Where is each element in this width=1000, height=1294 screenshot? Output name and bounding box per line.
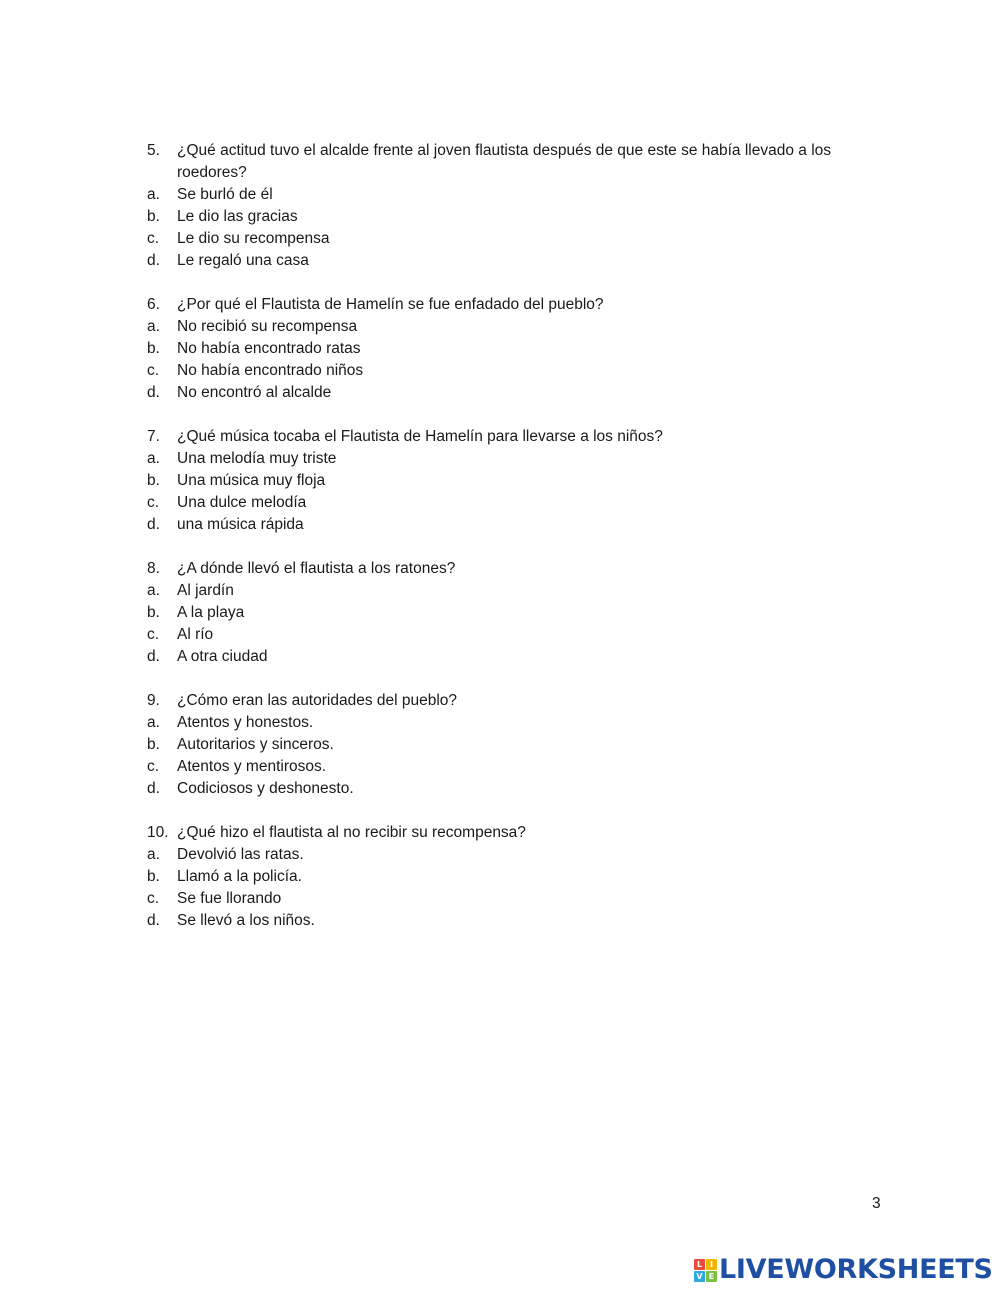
option-letter: c. <box>147 758 160 775</box>
question-row <box>147 558 887 580</box>
option-letter: d. <box>147 384 160 401</box>
option-letter: b. <box>147 340 160 357</box>
answer-option[interactable] <box>147 448 887 470</box>
option-letter: c. <box>147 362 160 379</box>
answer-option[interactable] <box>147 206 887 228</box>
question-row <box>147 690 887 712</box>
option-letter: a. <box>147 450 160 467</box>
answer-option[interactable] <box>147 712 887 734</box>
question-block <box>147 690 887 800</box>
option-text: Le dio su recompensa <box>177 230 330 247</box>
question-row <box>147 294 887 316</box>
logo-mark-icon <box>694 1259 717 1282</box>
answer-option[interactable] <box>147 756 887 778</box>
question-block <box>147 426 887 536</box>
logo-mark-letter: V <box>694 1271 705 1282</box>
answer-option[interactable] <box>147 910 887 932</box>
option-text: Devolvió las ratas. <box>177 846 304 863</box>
question-number: 7. <box>147 428 160 445</box>
option-text: Al río <box>177 626 214 643</box>
logo-mark-letter: L <box>694 1259 705 1270</box>
option-letter: c. <box>147 626 160 643</box>
option-text: No encontró al alcalde <box>177 384 332 401</box>
option-text: No recibió su recompensa <box>177 318 358 335</box>
question-text: ¿Por qué el Flautista de Hamelín se fue enfadado del pueblo? <box>177 296 604 313</box>
question-text: ¿Qué hizo el flautista al no recibir su recompensa? <box>177 824 526 841</box>
option-letter: a. <box>147 846 160 863</box>
question-text: ¿A dónde llevó el flautista a los ratones? <box>177 560 456 577</box>
answer-option[interactable] <box>147 360 887 382</box>
question-number: 5. <box>147 142 160 159</box>
question-row <box>147 140 887 184</box>
answer-option[interactable] <box>147 844 887 866</box>
option-letter: b. <box>147 208 160 225</box>
option-text: Al jardín <box>177 582 234 599</box>
option-text: Una melodía muy triste <box>177 450 337 467</box>
option-text: Le dio las gracias <box>177 208 298 225</box>
question-number: 6. <box>147 296 160 313</box>
answer-option[interactable] <box>147 228 887 250</box>
option-text: Le regaló una casa <box>177 252 309 269</box>
option-text: una música rápida <box>177 516 304 533</box>
answer-option[interactable] <box>147 866 887 888</box>
answer-option[interactable] <box>147 888 887 910</box>
logo-text: LIVEWORKSHEETS <box>719 1254 993 1285</box>
option-letter: d. <box>147 252 160 269</box>
answer-option[interactable] <box>147 734 887 756</box>
option-text: Se fue llorando <box>177 890 282 907</box>
answer-option[interactable] <box>147 646 887 668</box>
answer-option[interactable] <box>147 778 887 800</box>
option-letter: b. <box>147 736 160 753</box>
option-letter: a. <box>147 186 160 203</box>
answer-option[interactable] <box>147 316 887 338</box>
option-text: No había encontrado ratas <box>177 340 361 357</box>
option-letter: a. <box>147 714 160 731</box>
question-text: ¿Qué actitud tuvo el alcalde frente al joven flautista después de que este se había llevado a los roedores? <box>177 142 832 181</box>
option-text: Codiciosos y deshonesto. <box>177 780 354 797</box>
question-block <box>147 294 887 404</box>
answer-option[interactable] <box>147 514 887 536</box>
question-row <box>147 822 887 844</box>
answer-option[interactable] <box>147 382 887 404</box>
page-number: 3 <box>872 1195 881 1212</box>
option-text: Una música muy floja <box>177 472 326 489</box>
question-block <box>147 140 887 272</box>
answer-option[interactable] <box>147 624 887 646</box>
option-letter: c. <box>147 494 160 511</box>
logo-mark-letter: E <box>706 1271 717 1282</box>
option-text: Una dulce melodía <box>177 494 307 511</box>
answer-option[interactable] <box>147 580 887 602</box>
answer-option[interactable] <box>147 338 887 360</box>
option-text: Se llevó a los niños. <box>177 912 315 929</box>
option-letter: d. <box>147 780 160 797</box>
option-text: Llamó a la policía. <box>177 868 302 885</box>
option-text: A la playa <box>177 604 245 621</box>
option-letter: b. <box>147 604 160 621</box>
answer-option[interactable] <box>147 250 887 272</box>
question-block <box>147 558 887 668</box>
answer-option[interactable] <box>147 492 887 514</box>
option-letter: d. <box>147 648 160 665</box>
option-letter: a. <box>147 318 160 335</box>
option-text: Se burló de él <box>177 186 273 203</box>
question-list <box>147 140 887 954</box>
option-text: No había encontrado niños <box>177 362 364 379</box>
option-text: Atentos y honestos. <box>177 714 314 731</box>
liveworksheets-logo[interactable] <box>694 1253 993 1287</box>
answer-option[interactable] <box>147 184 887 206</box>
question-number: 9. <box>147 692 160 709</box>
question-number: 10. <box>147 824 169 841</box>
option-letter: b. <box>147 868 160 885</box>
option-letter: c. <box>147 230 160 247</box>
question-row <box>147 426 887 448</box>
question-text: ¿Qué música tocaba el Flautista de Hamelín para llevarse a los niños? <box>177 428 663 445</box>
logo-mark-letter: I <box>706 1259 717 1270</box>
option-letter: d. <box>147 516 160 533</box>
question-text: ¿Cómo eran las autoridades del pueblo? <box>177 692 458 709</box>
option-text: Atentos y mentirosos. <box>177 758 327 775</box>
option-letter: d. <box>147 912 160 929</box>
option-letter: c. <box>147 890 160 907</box>
option-text: A otra ciudad <box>177 648 268 665</box>
question-number: 8. <box>147 560 160 577</box>
option-letter: b. <box>147 472 160 489</box>
answer-option[interactable] <box>147 602 887 624</box>
option-text: Autoritarios y sinceros. <box>177 736 334 753</box>
answer-option[interactable] <box>147 470 887 492</box>
option-letter: a. <box>147 582 160 599</box>
question-block <box>147 822 887 932</box>
